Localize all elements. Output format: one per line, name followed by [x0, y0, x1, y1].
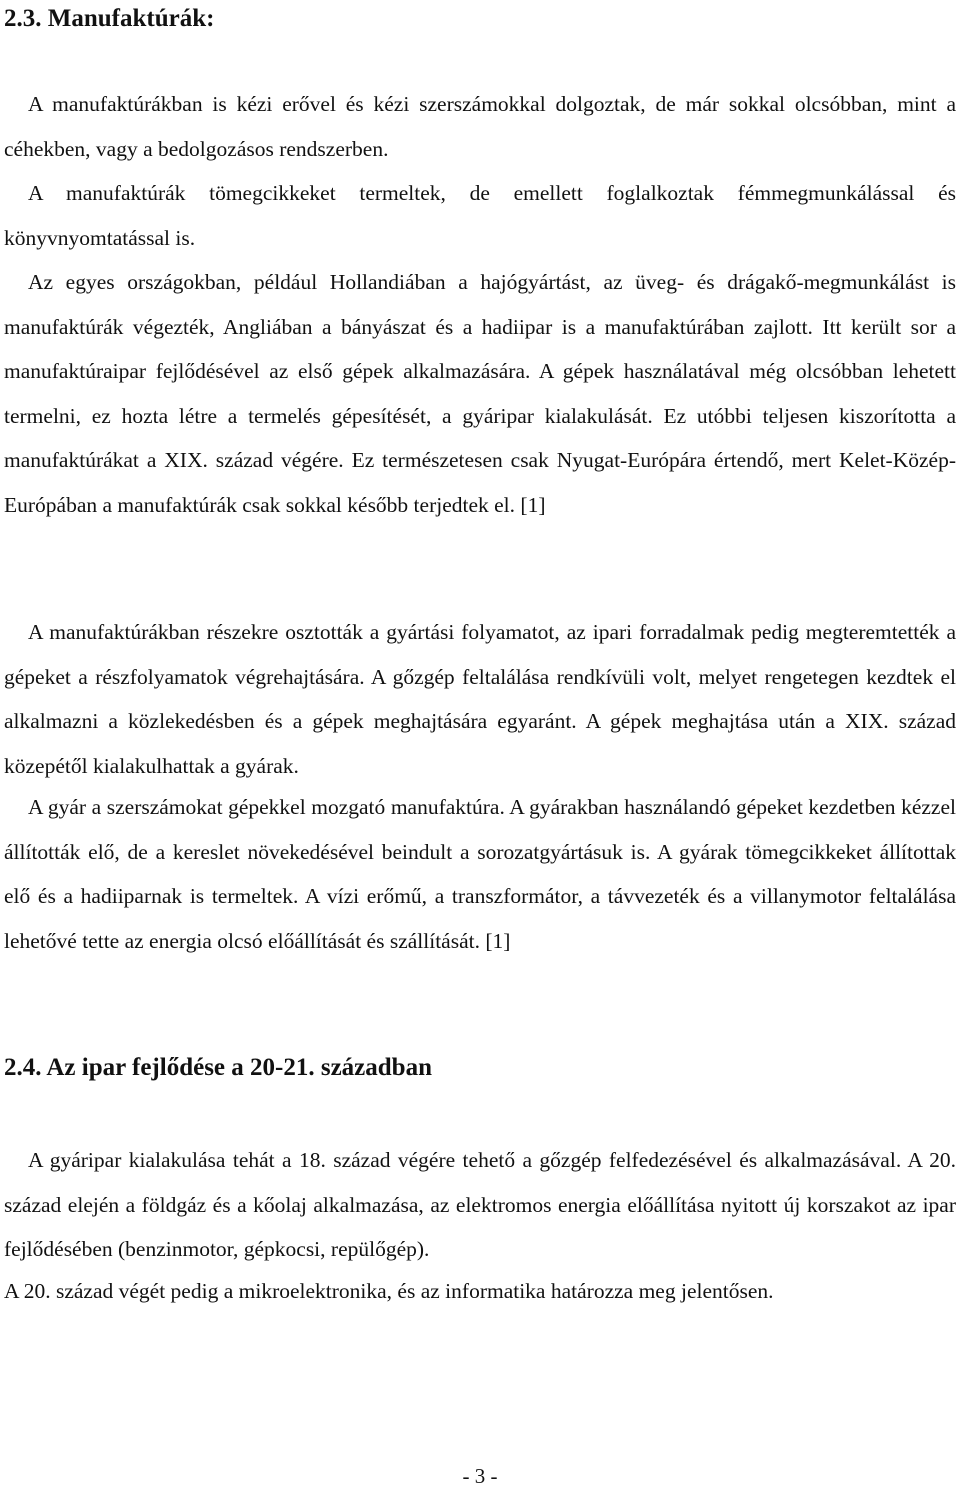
- paragraph-gyaripar-kialakulasa: A gyáripar kialakulása tehát a 18. század végére tehető a gőzgép felfedezésével és alkalmazásával. A 20. század elején a földgáz és a kőolaj alkalmazása, az elektromos energia előállítása nyitott új korszakot az ipar fejlődésében (benzinmotor, gépkocsi, repülőgép).: [4, 1148, 956, 1261]
- section-heading-ipar-fejlodese: 2.4. Az ipar fejlődése a 20-21. században: [4, 1054, 432, 1081]
- paragraph-reszfolyamatok: A manufaktúrákban részekre osztották a gyártási folyamatot, az ipari forradalmak pedig megteremtették a gépeket a részfolyamatok végrehajtására. A gőzgép feltalálása rendkívüli volt, melyet rengetegen kezdtek el alkalmazni a közlekedésben és a gépek meghajtására egyaránt. A gépek meghajtása után a XIX. század közepétől kialakulhattak a gyárak.: [4, 620, 956, 778]
- section-heading-manufakturak: 2.3. Manufaktúrák:: [4, 5, 215, 32]
- page-number: - 3 -: [462, 1464, 498, 1488]
- paragraph-manufaktura-intro: A manufaktúrákban is kézi erővel és kézi szerszámokkal dolgoztak, de már sokkal olcsóbban, mint a céhekben, vagy a bedolgozásos rendszerben.: [4, 92, 956, 161]
- paragraph-gyar: A gyár a szerszámokat gépekkel mozgató manufaktúra. A gyárakban használandó gépeket kezdetben kézzel állították elő, de a kereslet növekedésével beindult a sorozatgyártásuk is. A gyárak tömegcikkeket állítottak elő és a hadiiparnak is termeltek. A vízi erőmű, a transzformátor, a távvezeték és a villanymotor feltalálása lehetővé tette az energia olcsó előállítását és szállítását. [1]: [4, 795, 956, 953]
- paragraph-mikroelektronika: A 20. század végét pedig a mikroelektronika, és az informatika határozza meg jelentősen.: [4, 1279, 774, 1303]
- paragraph-orszagok: Az egyes országokban, például Hollandiában a hajógyártást, az üveg- és drágakő-megmunkálást is manufaktúrák végezték, Angliában a bányászat és a hadiipar is a manufaktúrában zajlott. Itt került sor a manufaktúraipar fejlődésével az első gépek alkalmazására. A gépek használatával még olcsóbban lehetett termelni, ez hozta létre a termelés gépesítését, a gyáripar kialakulását. Ez utóbbi teljesen kiszorította a manufaktúrákat a XIX. század végére. Ez természetesen csak Nyugat-Európára értendő, mert Kelet-Közép-Európában a manufaktúrák csak sokkal később terjedtek el. [1]: [4, 270, 956, 517]
- paragraph-tomegcikkek: A manufaktúrák tömegcikkeket termeltek, de emellett foglalkoztak fémmegmunkálással és könyvnyomtatással is.: [4, 181, 956, 250]
